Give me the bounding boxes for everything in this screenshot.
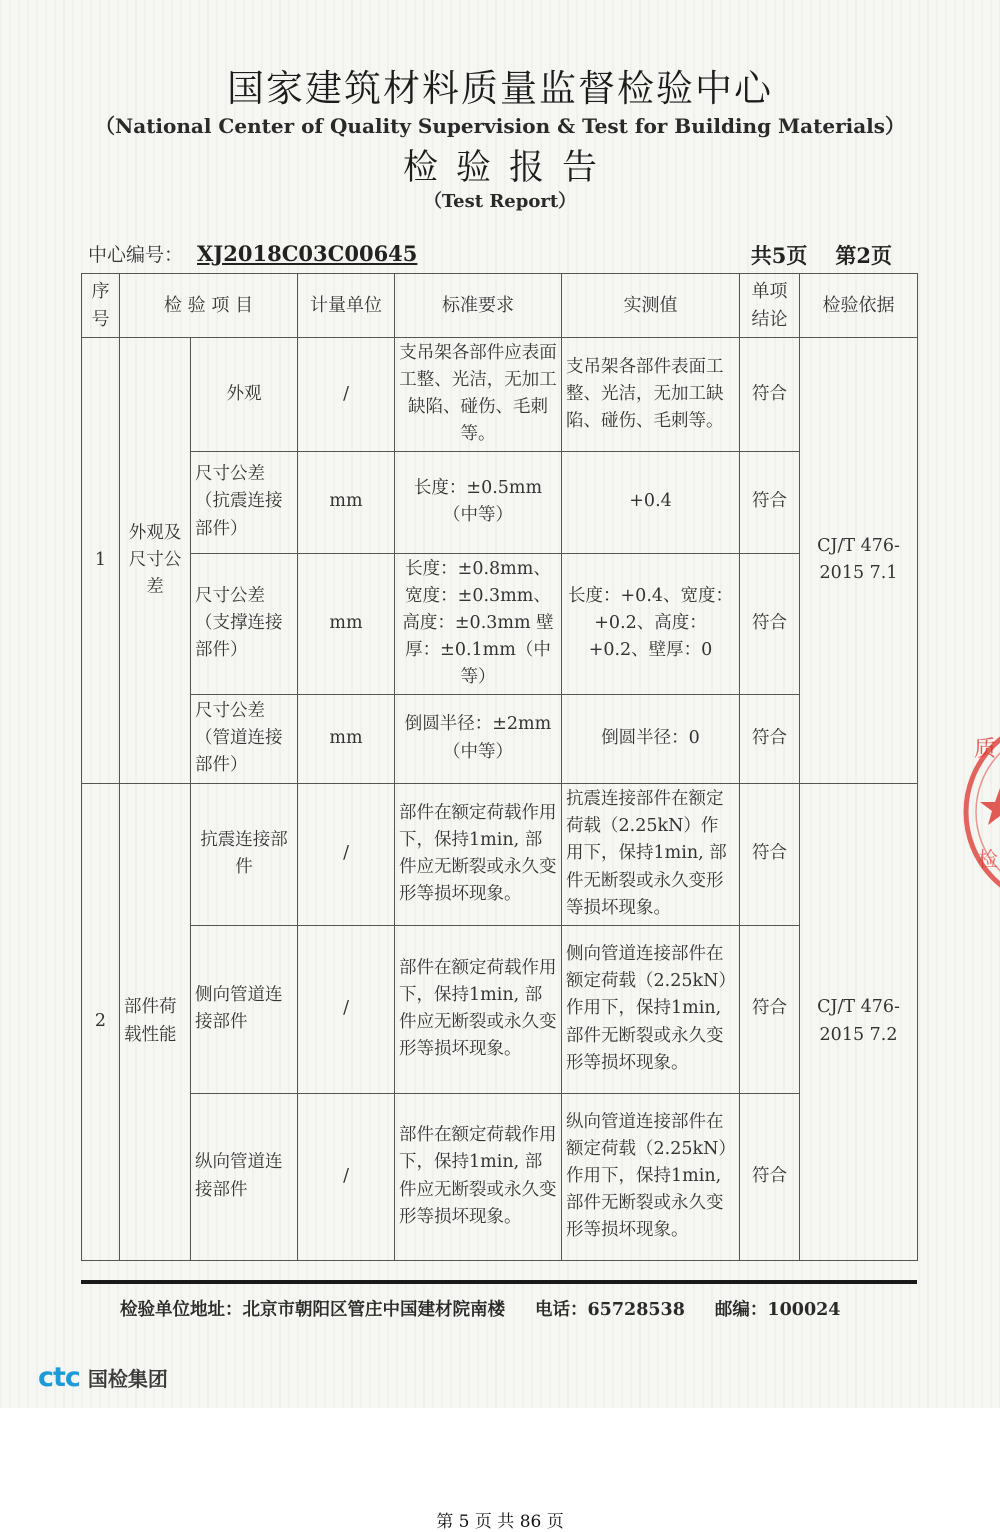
center-number-label: 中心编号： xyxy=(88,244,184,266)
table-row xyxy=(82,553,918,694)
svg-text:质: 质 xyxy=(974,737,997,762)
header-item: 检 验 项 目 xyxy=(120,274,298,338)
header-measured: 实测值 xyxy=(562,274,740,338)
item-unit: mm xyxy=(298,694,395,783)
item-name: 尺寸公差（支撑连接部件） xyxy=(191,553,298,694)
item-conclusion: 符合 xyxy=(740,1093,800,1260)
lab-phone: 电话：65728538 xyxy=(535,1300,685,1320)
table-header-row xyxy=(82,274,918,338)
lab-address: 检验单位地址：北京市朝阳区管庄中国建材院南楼 xyxy=(120,1300,505,1320)
table-row xyxy=(82,925,918,1093)
item-name: 纵向管道连接部件 xyxy=(191,1093,298,1260)
item-measured: 支吊架各部件表面工整、光洁，无加工缺陷、碰伤、毛刺等。 xyxy=(562,338,740,452)
item-conclusion: 符合 xyxy=(740,694,800,783)
item-unit: / xyxy=(298,783,395,925)
item-unit: mm xyxy=(298,451,395,553)
lab-postcode: 邮编：100024 xyxy=(714,1300,841,1320)
ctc-logo-mark: ctc xyxy=(38,1362,80,1393)
item-conclusion: 符合 xyxy=(740,925,800,1093)
item-name: 尺寸公差（管道连接部件） xyxy=(191,694,298,783)
document-page-footer: 第 5 页 共 86 页 xyxy=(436,1512,564,1532)
item-measured: 抗震连接部件在额定荷载（2.25kN）作用下，保持1min, 部件无断裂或永久变形等损坏现象。 xyxy=(562,783,740,925)
table-row xyxy=(82,451,918,553)
item-standard: 支吊架各部件应表面工整、光洁，无加工缺陷、碰伤、毛刺等。 xyxy=(395,338,562,452)
ctc-logo xyxy=(38,1362,168,1393)
item-unit: mm xyxy=(298,553,395,694)
item-measured: 长度：+0.4、宽度：+0.2、高度：+0.2、壁厚：0 xyxy=(562,553,740,694)
table-row xyxy=(82,338,918,452)
header-seq: 序号 xyxy=(82,274,120,338)
group-category: 部件荷载性能 xyxy=(120,783,191,1260)
total-pages: 共5页 xyxy=(750,243,808,268)
header-basis: 检验依据 xyxy=(800,274,918,338)
item-measured: 纵向管道连接部件在额定荷载（2.25kN）作用下，保持1min, 部件无断裂或永久变形等损坏现象。 xyxy=(562,1093,740,1260)
item-name: 抗震连接部件 xyxy=(191,783,298,925)
center-title-en: （National Center of Quality Supervision & Test for Building Materials） xyxy=(94,114,906,138)
lab-contact-line xyxy=(120,1296,840,1321)
report-title-en: （Test Report） xyxy=(423,191,577,212)
item-measured: 倒圆半径：0 xyxy=(562,694,740,783)
group-basis: CJ/T 476-2015 7.2 xyxy=(800,783,918,1260)
seal-stamp-icon xyxy=(960,712,1000,912)
item-unit: / xyxy=(298,338,395,452)
item-standard: 部件在额定荷载作用下，保持1min, 部件应无断裂或永久变形等损坏现象。 xyxy=(395,1093,562,1260)
item-measured: 侧向管道连接部件在额定荷载（2.25kN）作用下，保持1min, 部件无断裂或永久变形等损坏现象。 xyxy=(562,925,740,1093)
current-page: 第2页 xyxy=(835,243,892,268)
item-unit: / xyxy=(298,925,395,1093)
item-name: 侧向管道连接部件 xyxy=(191,925,298,1093)
center-number-value: XJ2018C03C00645 xyxy=(197,241,418,266)
item-standard: 长度：±0.5mm（中等） xyxy=(395,451,562,553)
official-seal-stamp xyxy=(960,712,1000,912)
ctc-logo-name: 国检集团 xyxy=(87,1367,168,1391)
test-results-table xyxy=(81,273,918,1261)
group-category: 外观及尺寸公差 xyxy=(120,338,191,784)
item-standard: 部件在额定荷载作用下，保持1min, 部件应无断裂或永久变形等损坏现象。 xyxy=(395,783,562,925)
table-row xyxy=(82,1093,918,1260)
page-count xyxy=(751,240,892,270)
group-seq: 1 xyxy=(82,338,120,784)
item-measured: +0.4 xyxy=(562,451,740,553)
footer-divider xyxy=(81,1280,917,1284)
item-standard: 倒圆半径：±2mm（中等） xyxy=(395,694,562,783)
item-unit: / xyxy=(298,1093,395,1260)
header-conclusion: 单项结论 xyxy=(740,274,800,338)
item-conclusion: 符合 xyxy=(740,553,800,694)
item-conclusion: 符合 xyxy=(740,451,800,553)
center-number xyxy=(88,240,417,267)
item-name: 外观 xyxy=(191,338,298,452)
item-conclusion: 符合 xyxy=(740,783,800,925)
table-row xyxy=(82,694,918,783)
center-title-cn: 国家建筑材料质量监督检验中心 xyxy=(227,67,773,110)
item-standard: 长度：±0.8mm、宽度：±0.3mm、高度：±0.3mm 壁厚：±0.1mm（中等） xyxy=(395,553,562,694)
item-conclusion: 符合 xyxy=(740,338,800,452)
svg-text:检: 检 xyxy=(978,847,998,871)
header-unit: 计量单位 xyxy=(298,274,395,338)
item-name: 尺寸公差（抗震连接部件） xyxy=(191,451,298,553)
group-basis: CJ/T 476-2015 7.1 xyxy=(800,338,918,784)
item-standard: 部件在额定荷载作用下，保持1min, 部件应无断裂或永久变形等损坏现象。 xyxy=(395,925,562,1093)
header-standard: 标准要求 xyxy=(395,274,562,338)
report-title-cn: 检验报告 xyxy=(402,148,615,188)
group-seq: 2 xyxy=(82,783,120,1260)
table-row xyxy=(82,783,918,925)
